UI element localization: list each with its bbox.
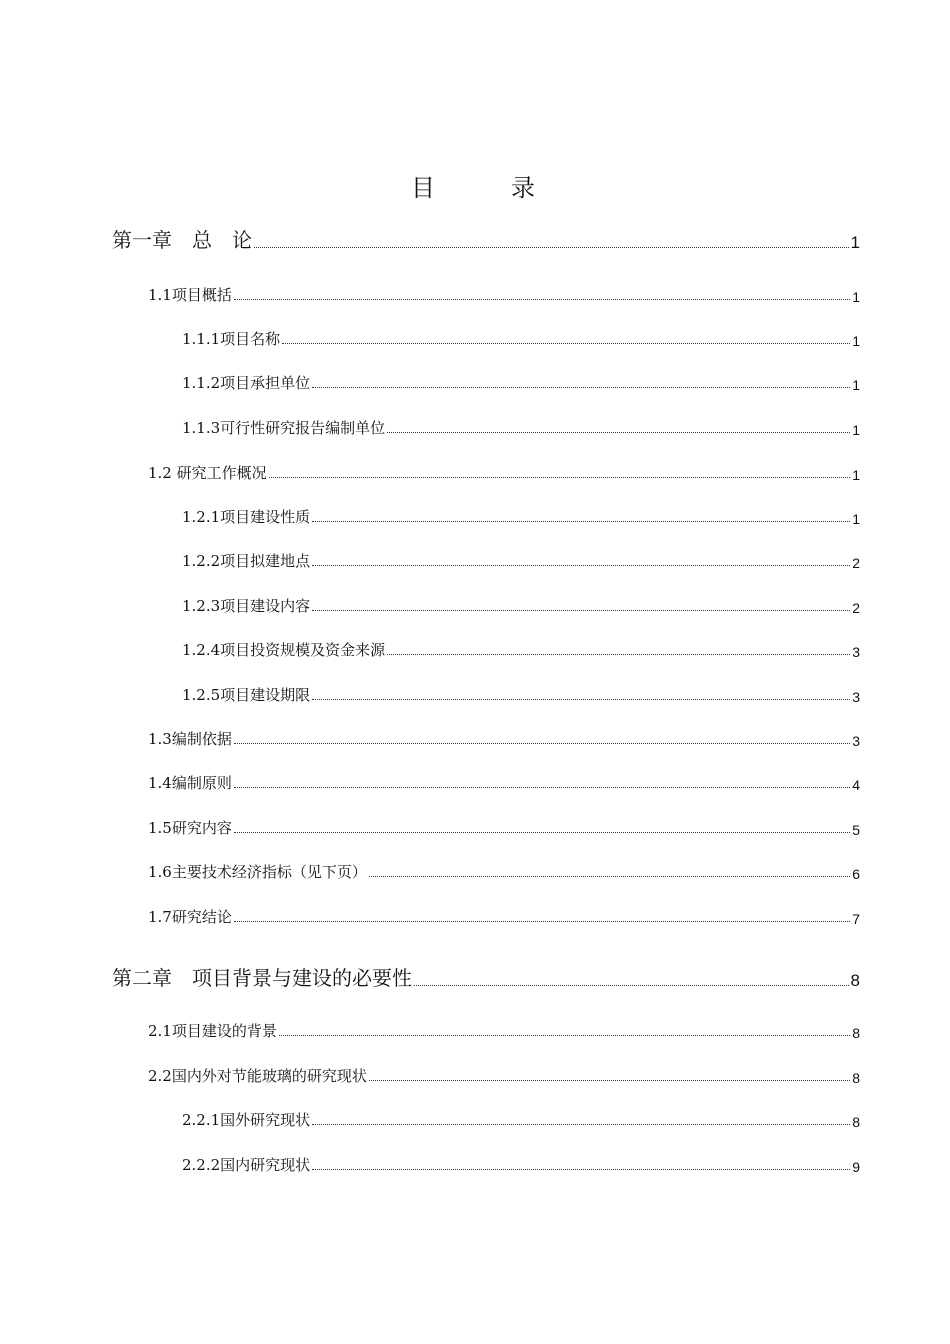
toc-entry[interactable]	[148, 817, 860, 838]
toc-dot-leader	[312, 610, 850, 611]
toc-dot-leader	[282, 343, 850, 344]
toc-entry-page-number: 6	[852, 866, 860, 882]
toc-entry-label: 1.7研究结论	[148, 908, 232, 926]
toc-entry-page-number: 3	[852, 644, 860, 660]
toc-dot-leader	[234, 743, 850, 744]
toc-entry-label: 1.2.2项目拟建地点	[182, 552, 311, 570]
toc-entry-label: 第二章 项目背景与建设的必要性	[112, 966, 412, 990]
toc-entry-page-number: 3	[852, 689, 860, 705]
toc-entry[interactable]	[148, 462, 860, 483]
toc-entry-page-number: 1	[852, 377, 860, 393]
toc-dot-leader	[254, 247, 849, 248]
toc-dot-leader	[234, 921, 850, 922]
toc-entry-label: 1.1.1项目名称	[182, 330, 281, 348]
toc-title: 目 录	[411, 174, 561, 202]
toc-entry-page-number: 1	[852, 467, 860, 483]
toc-entry-label: 2.2国内外对节能玻璃的研究现状	[148, 1067, 367, 1085]
toc-dot-leader	[234, 787, 850, 788]
toc-entry-label: 1.2 研究工作概况	[148, 464, 267, 482]
toc-entry[interactable]	[148, 284, 860, 305]
toc-entry-label: 2.2.2国内研究现状	[182, 1156, 311, 1174]
toc-dot-leader	[387, 432, 850, 433]
toc-entry[interactable]	[112, 224, 860, 253]
toc-dot-leader	[312, 699, 850, 700]
toc-entry-label: 第一章 总 论	[112, 228, 252, 252]
toc-entry[interactable]	[182, 506, 860, 527]
toc-entry-page-number: 2	[852, 600, 860, 616]
toc-entry-page-number: 2	[852, 555, 860, 571]
toc-entry-page-number: 8	[852, 1114, 860, 1130]
toc-entry-page-number: 8	[850, 971, 860, 990]
toc-entry-page-number: 8	[852, 1025, 860, 1041]
toc-entry-page-number: 1	[852, 511, 860, 527]
toc-entry[interactable]	[182, 684, 860, 705]
toc-entry[interactable]	[182, 328, 860, 349]
toc-entry[interactable]	[182, 372, 860, 393]
toc-entry-page-number: 3	[852, 733, 860, 749]
toc-dot-leader	[312, 565, 850, 566]
toc-entry[interactable]	[182, 417, 860, 438]
toc-entry-page-number: 1	[850, 233, 860, 252]
toc-entry-label: 1.2.5项目建设期限	[182, 686, 311, 704]
toc-dot-leader	[312, 387, 850, 388]
toc-dot-leader	[234, 299, 850, 300]
toc-dot-leader	[369, 1080, 850, 1081]
toc-entry-page-number: 7	[852, 911, 860, 927]
toc-entry-page-number: 1	[852, 422, 860, 438]
toc-entry-label: 1.1.2项目承担单位	[182, 374, 311, 392]
toc-entry-label: 1.3编制依据	[148, 730, 232, 748]
toc-entry-page-number: 9	[852, 1159, 860, 1175]
toc-entry-label: 1.2.4项目投资规模及资金来源	[182, 641, 386, 659]
toc-dot-leader	[312, 1124, 850, 1125]
toc-dot-leader	[234, 832, 850, 833]
toc-entry[interactable]	[148, 728, 860, 749]
toc-entry-label: 1.5研究内容	[148, 819, 232, 837]
toc-entry[interactable]	[182, 639, 860, 660]
toc-dot-leader	[279, 1035, 850, 1036]
toc-entry[interactable]	[148, 1065, 860, 1086]
toc-entry-label: 1.6主要技术经济指标（见下页）	[148, 863, 367, 881]
toc-entry[interactable]	[112, 962, 860, 991]
toc-entry[interactable]	[148, 906, 860, 927]
toc-entry[interactable]	[148, 861, 860, 882]
toc-entry-page-number: 1	[852, 289, 860, 305]
toc-entry[interactable]	[148, 772, 860, 793]
toc-entry[interactable]	[182, 595, 860, 616]
toc-entry-label: 1.2.1项目建设性质	[182, 508, 311, 526]
toc-entry-label: 1.2.3项目建设内容	[182, 597, 311, 615]
toc-entry-label: 2.2.1国外研究现状	[182, 1111, 311, 1129]
toc-dot-leader	[312, 521, 850, 522]
toc-dot-leader	[369, 876, 850, 877]
toc-dot-leader	[414, 985, 849, 986]
toc-entry[interactable]	[182, 1109, 860, 1130]
toc-entry[interactable]	[182, 550, 860, 571]
toc-entry-label: 1.4编制原则	[148, 774, 232, 792]
toc-entry-page-number: 8	[852, 1070, 860, 1086]
toc-entry[interactable]	[182, 1154, 860, 1175]
toc-dot-leader	[387, 654, 850, 655]
toc-entry-label: 2.1项目建设的背景	[148, 1022, 277, 1040]
toc-dot-leader	[312, 1169, 850, 1170]
toc-entry-page-number: 4	[852, 777, 860, 793]
toc-entry[interactable]	[148, 1020, 860, 1041]
toc-entry-page-number: 5	[852, 822, 860, 838]
toc-dot-leader	[269, 477, 851, 478]
toc-entry-label: 1.1项目概括	[148, 286, 232, 304]
toc-entry-label: 1.1.3可行性研究报告编制单位	[182, 419, 386, 437]
toc-entry-page-number: 1	[852, 333, 860, 349]
